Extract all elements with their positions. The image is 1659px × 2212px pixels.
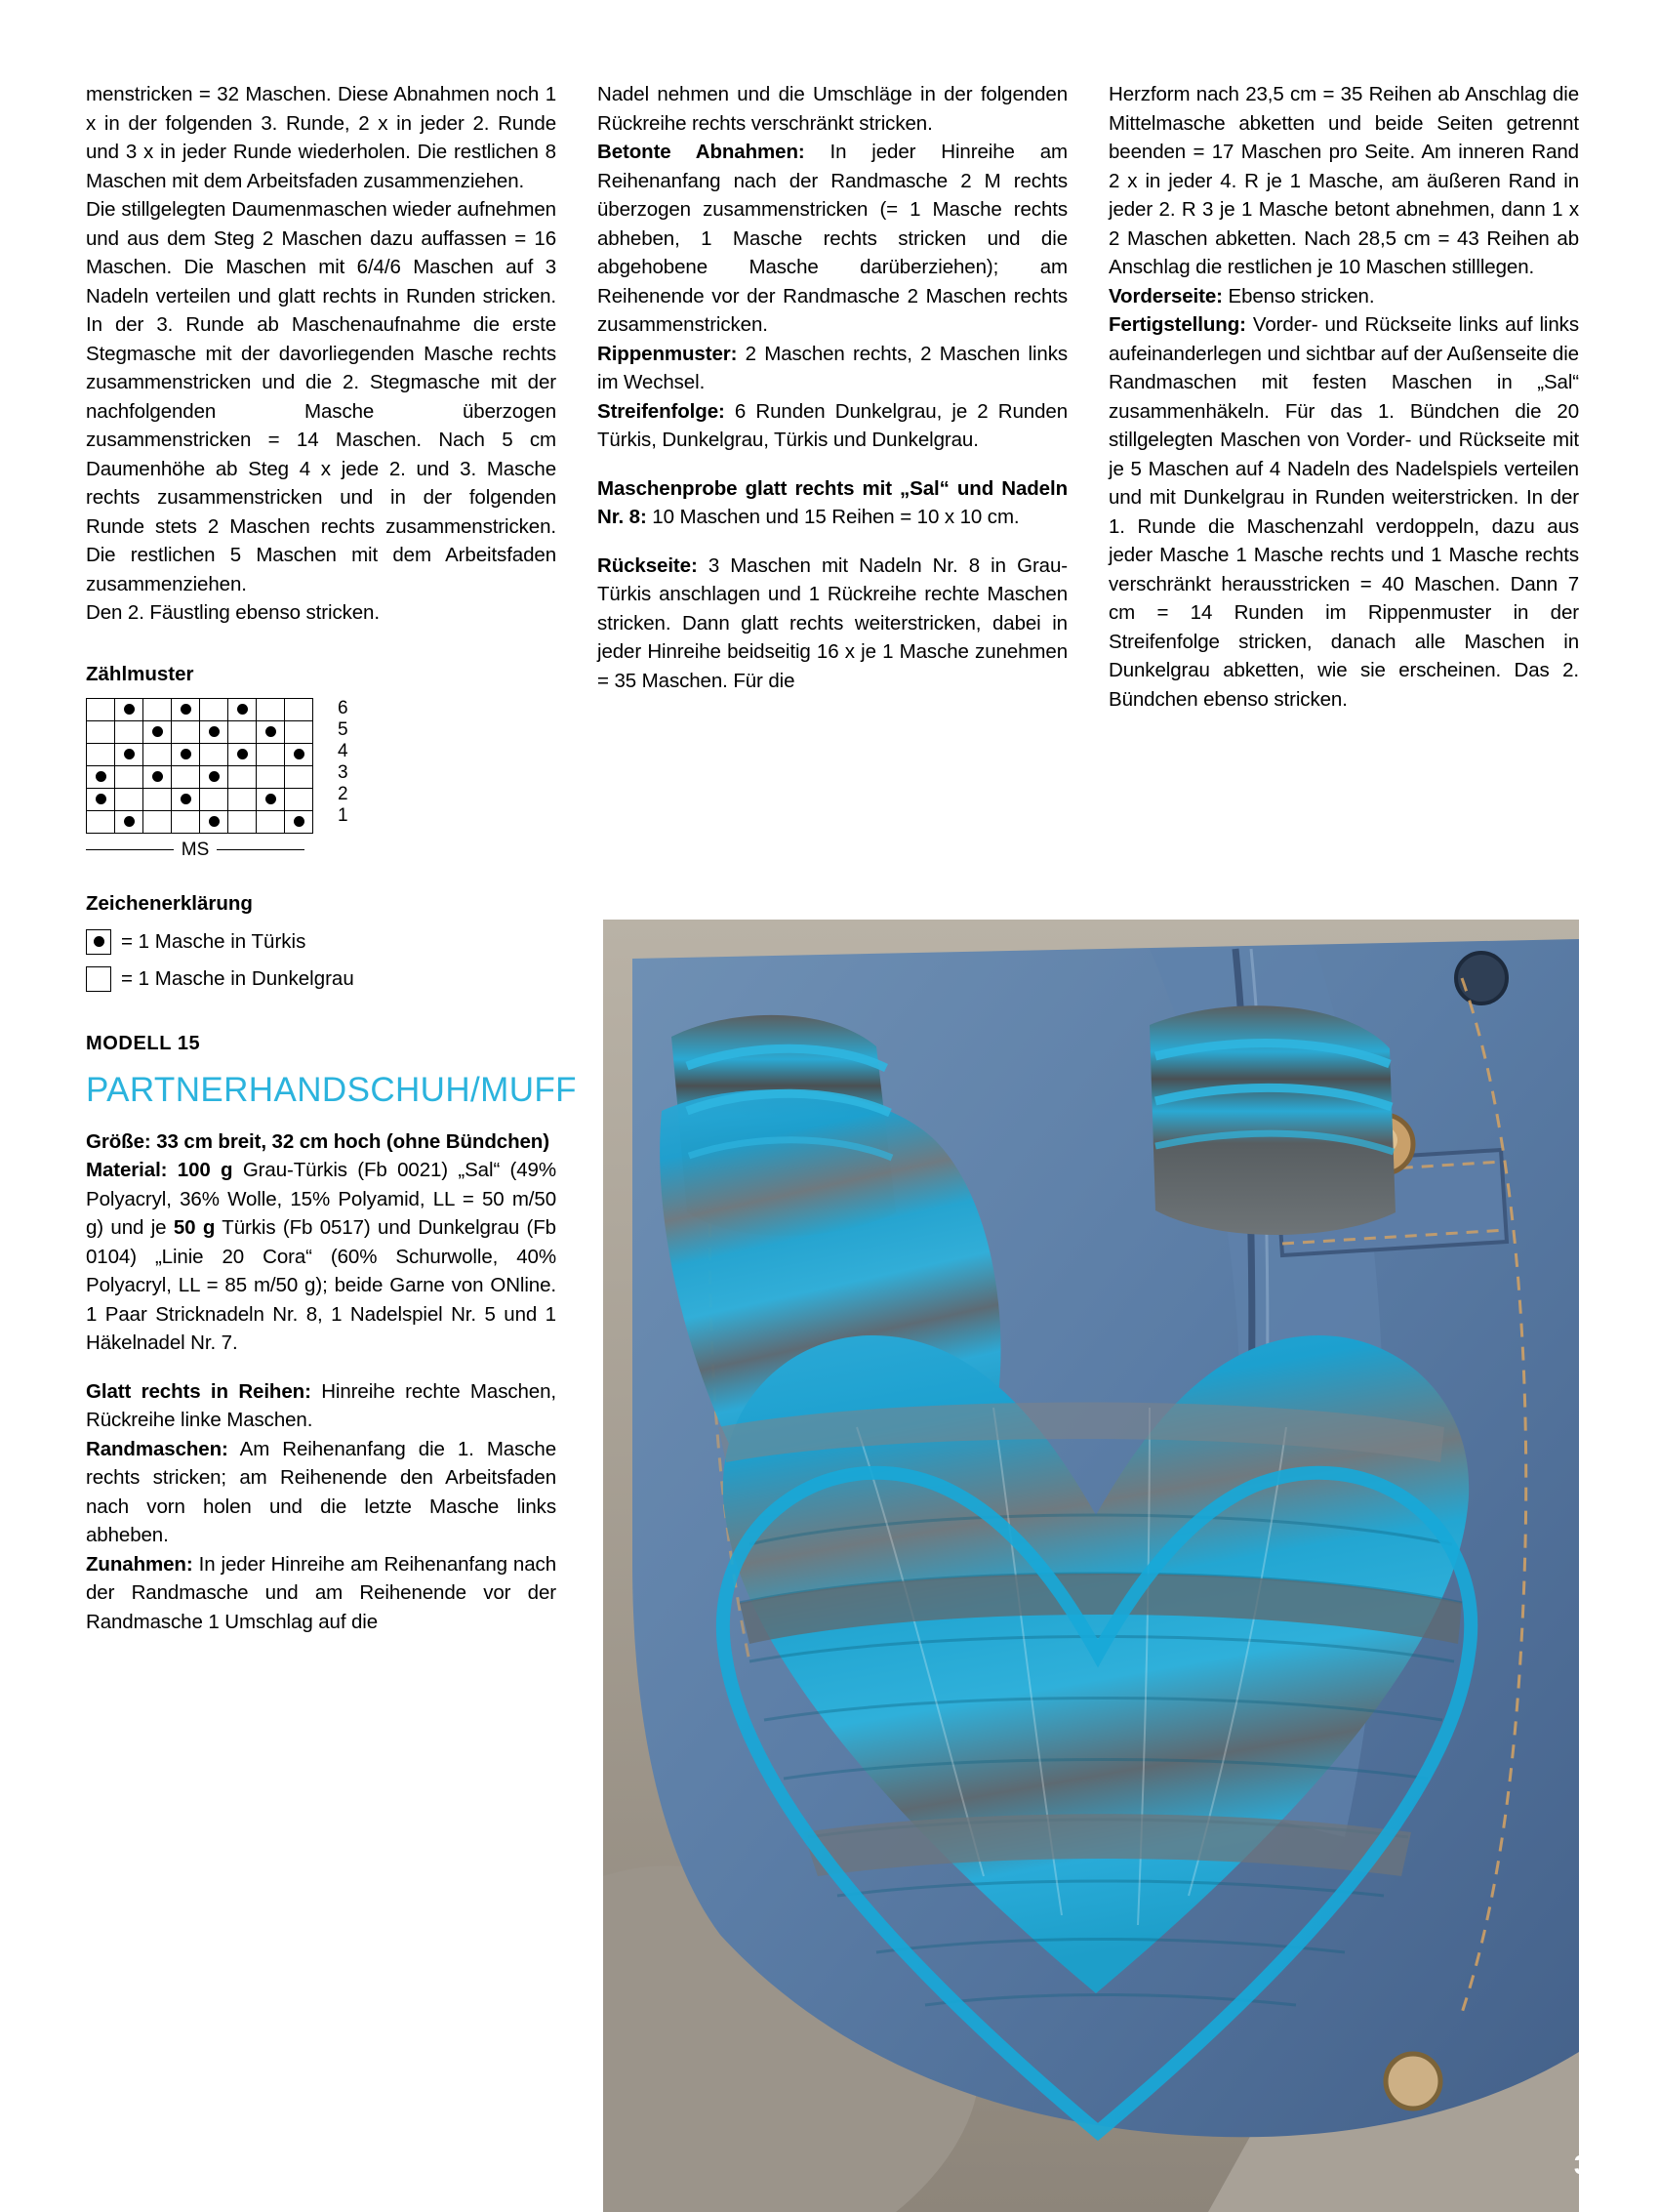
paragraph-lead: Streifenfolge:	[597, 399, 725, 423]
paragraph-lead: Maschenprobe glatt rechts mit „Sal“ und Nadeln Nr. 8:	[597, 476, 1068, 528]
technique-glatt-rechts	[86, 1377, 556, 1435]
chart-cell	[172, 743, 200, 765]
chart-row-number: 2	[338, 783, 348, 804]
chart-row-number: 1	[338, 804, 348, 826]
chart-cell	[143, 788, 172, 810]
chart-cell	[285, 765, 313, 788]
chart-cell	[143, 765, 172, 788]
paragraph-text: Ebenso stricken.	[1222, 284, 1375, 307]
paragraph-rueckseite	[597, 552, 1068, 696]
chart-cell	[228, 810, 257, 833]
legend-heading: Zeichenerklärung	[86, 891, 253, 915]
chart-row	[87, 765, 313, 788]
chart-cell	[285, 698, 313, 720]
chart-cell	[285, 720, 313, 743]
chart-cell	[200, 720, 228, 743]
turquoise-stitch-icon	[124, 749, 135, 759]
chart-cell	[143, 720, 172, 743]
paragraph-maschenprobe	[597, 474, 1068, 532]
paragraph-text: 10 Maschen und 15 Reihen = 10 x 10 cm.	[646, 506, 1020, 528]
chart-repeat-marker	[86, 840, 304, 861]
chart-cell	[172, 788, 200, 810]
model-number-label: MODELL 15	[86, 1032, 201, 1054]
turquoise-stitch-icon	[152, 726, 163, 737]
chart-grid	[86, 698, 313, 834]
chart-cell	[228, 765, 257, 788]
turquoise-stitch-icon	[265, 726, 276, 737]
turquoise-stitch-icon	[294, 816, 304, 827]
turquoise-stitch-icon	[152, 771, 163, 782]
material-lead: Material: 100 g	[86, 1159, 233, 1181]
chart-cell	[285, 788, 313, 810]
technique-zunahmen	[86, 1550, 556, 1637]
legend-dot-icon	[86, 929, 111, 955]
chart-cell	[115, 698, 143, 720]
chart-cell	[172, 720, 200, 743]
chart-cell	[143, 810, 172, 833]
chart-row	[87, 720, 313, 743]
zaehlmuster-chart	[86, 698, 379, 861]
technique-lead: Glatt rechts in Reihen:	[86, 1379, 311, 1403]
paragraph-streifenfolge	[597, 397, 1068, 455]
turquoise-stitch-icon	[181, 794, 191, 804]
chart-cell	[115, 765, 143, 788]
chart-row-number: 4	[338, 740, 348, 761]
paragraph-herzform: Herzform nach 23,5 cm = 35 Reihen ab Anschlag die Mittelmasche abketten und beide Seiten getrennt beenden = 17 Maschen pro Seite. Am inneren Rand 2 x in jeder 4. R je 1 Masche, am äußeren Rand in jeder 2. R 3 je 1 Masche betont abnehmen, dann 1 x 2 Maschen abketten. Nach 28,5 cm = 43 Reihen ab Anschlag die restlichen je 10 Maschen stilllegen.	[1109, 83, 1579, 278]
paragraph: Den 2. Fäustling ebenso stricken.	[86, 601, 380, 624]
chart-row-number: 6	[338, 697, 348, 718]
turquoise-stitch-icon	[237, 749, 248, 759]
marker-line-left	[86, 849, 174, 851]
paragraph-lead: Rückseite:	[597, 553, 698, 577]
paragraph-continuation: Nadel nehmen und die Umschläge in der folgenden Rückreihe rechts verschränkt stricken.	[597, 83, 1068, 135]
chart-cell	[115, 788, 143, 810]
paragraph-text: Vorder- und Rückseite links auf links aufeinanderlegen und sichtbar auf der Außenseite die Randmaschen mit festen Maschen in „Sal“ zusammenhäkeln. Für das 1. Bündchen die 20 stillgelegten Maschen von Vorder- und Rückseite mit je 5 Maschen auf 4 Nadeln des Nadelspiels verteilen und mit Dunkelgrau in Runden weiterstricken. In der 1. Runde die Maschenzahl verdoppeln, dazu aus jeder Masche 1 Masche rechts und 1 Masche rechts verschränkt herausstricken = 40 Maschen. Dann 7 cm = 14 Runden im Rippenmuster in der Streifenfolge stricken, danach alle Maschen in Dunkelgrau abketten, wie sie erscheinen. Das 2. Bündchen ebenso stricken.	[1109, 313, 1579, 711]
spacer	[597, 455, 1068, 474]
technique-lead: Zunahmen:	[86, 1552, 193, 1576]
legend-label: = 1 Masche in Türkis	[121, 929, 306, 953]
turquoise-stitch-icon	[209, 771, 220, 782]
page-title: PARTNERHANDSCHUH/MUFF	[86, 1070, 577, 1109]
chart-row-number: 5	[338, 718, 348, 740]
legend-item-turquoise	[86, 927, 556, 957]
chart-cell	[257, 720, 285, 743]
page-number: 31	[1573, 2150, 1604, 2180]
technique-text: Am Reihenanfang die 1. Masche rechts stricken; am Reihenende den Arbeitsfaden nach vorn holen und die letzte Masche links abheben.	[86, 1437, 556, 1546]
chart-cell	[257, 810, 285, 833]
paragraph-rippenmuster	[597, 340, 1068, 397]
chart-cell	[143, 743, 172, 765]
chart-cell	[172, 698, 200, 720]
chart-cell	[200, 788, 228, 810]
chart-cell	[87, 765, 115, 788]
chart-cell	[228, 788, 257, 810]
chart-row	[87, 788, 313, 810]
size-spec	[86, 1127, 556, 1157]
marker-line-right	[217, 849, 304, 851]
paragraph-lead: Fertigstellung:	[1109, 313, 1246, 336]
paragraph-lead: Vorderseite:	[1109, 284, 1223, 307]
chart-cell	[87, 743, 115, 765]
chart-cell	[172, 765, 200, 788]
turquoise-stitch-icon	[209, 726, 220, 737]
column-left	[86, 80, 577, 1636]
chart-cell	[87, 810, 115, 833]
material-text: Grau-Türkis (Fb 0021) „Sal“ (49% Polyacryl, 36% Wolle, 15% Polyamid, LL = 50 m/50 g) und je 50 g Türkis (Fb 0517) und Dunkelgrau (Fb 0104) „Linie 20 Cora“ (60% Schurwolle, 40% Polyacryl, LL = 85 m/50 g); beide Garne von ONline. 1 Paar Stricknadeln Nr. 8, 1 Nadelspiel Nr. 5 und 1 Häkelnadel Nr. 7.	[86, 1159, 556, 1354]
chart-row-number: 3	[338, 761, 348, 783]
technique-text: Hinreihe rechte Maschen, Rückreihe linke Maschen.	[86, 1379, 556, 1431]
legend-label: = 1 Masche in Dunkelgrau	[121, 966, 354, 990]
chart-cell	[200, 810, 228, 833]
paragraph-betonte-abnahmen	[597, 138, 1068, 340]
technique-lead: Randmaschen:	[86, 1437, 228, 1460]
chart-cell	[115, 810, 143, 833]
paragraph-lead: Rippenmuster:	[597, 342, 738, 365]
paragraph: menstricken = 32 Maschen. Diese Abnahmen noch 1 x in der folgenden 3. Runde, 2 x in jeder 2. Runde und 3 x in jeder Runde wiederholen. Die restlichen 8 Maschen mit dem Arbeitsfaden zusammenziehen.	[86, 83, 556, 192]
turquoise-stitch-icon	[124, 704, 135, 715]
chart-cell	[87, 698, 115, 720]
chart-cell	[200, 743, 228, 765]
chart-cell	[228, 698, 257, 720]
technique-randmaschen	[86, 1435, 556, 1550]
paragraph-fertigstellung	[1109, 310, 1579, 714]
turquoise-stitch-icon	[265, 794, 276, 804]
chart-cell	[228, 720, 257, 743]
turquoise-stitch-icon	[209, 816, 220, 827]
legend-item-darkgrey	[86, 964, 556, 994]
chart-cell	[115, 743, 143, 765]
turquoise-stitch-icon	[237, 704, 248, 715]
chart-row	[87, 743, 313, 765]
chart-row	[87, 810, 313, 833]
paragraph-text: 6 Runden Dunkelgrau, je 2 Runden Türkis, Dunkelgrau, Türkis und Dunkelgrau.	[597, 399, 1068, 451]
technique-text: In jeder Hinreihe am Reihenanfang nach der Randmasche und am Reihenende vor der Randmasche 1 Umschlag auf die	[86, 1552, 556, 1633]
chart-footer-label: MS	[181, 839, 210, 860]
chart-cell	[257, 788, 285, 810]
product-photo	[603, 920, 1579, 2212]
chart-cell	[115, 720, 143, 743]
chart-cell	[285, 743, 313, 765]
chart-cell	[228, 743, 257, 765]
spacer	[86, 1358, 556, 1377]
chart-cell	[143, 698, 172, 720]
chart-cell	[257, 765, 285, 788]
chart-cell	[257, 743, 285, 765]
paragraph-text: In jeder Hinreihe am Reihenanfang nach der Randmasche 2 M rechts überzogen zusammenstricken (= 1 Masche rechts abheben, 1 Masche rechts stricken und die abgehobene Masche darüberziehen); am Reihenende vor der Randmasche 2 Maschen rechts zusammenstricken.	[597, 141, 1068, 336]
chart-heading: Zählmuster	[86, 662, 194, 685]
chart-cell	[87, 788, 115, 810]
paragraph-text: 2 Maschen rechts, 2 Maschen links im Wechsel.	[597, 342, 1068, 393]
chart-cell	[87, 720, 115, 743]
turquoise-stitch-icon	[124, 816, 135, 827]
turquoise-stitch-icon	[96, 794, 106, 804]
spacer	[597, 532, 1068, 552]
legend-empty-icon	[86, 966, 111, 992]
chart-cell	[285, 810, 313, 833]
turquoise-stitch-icon	[294, 749, 304, 759]
paragraph-text: 3 Maschen mit Nadeln Nr. 8 in Grau-Türkis anschlagen und 1 Rückreihe rechte Maschen stricken. Dann glatt rechts weiterstricken, dabei in jeder Hinreihe beidseitig 16 x je 1 Masche zunehmen = 35 Maschen. Für die	[597, 553, 1068, 692]
chart-cell	[200, 765, 228, 788]
chart-cell	[172, 810, 200, 833]
chart-row-numbers	[338, 698, 348, 827]
chart-cell	[200, 698, 228, 720]
material-spec	[86, 1156, 556, 1358]
turquoise-stitch-icon	[96, 771, 106, 782]
size-spec-text: Größe: 33 cm breit, 32 cm hoch (ohne Bündchen)	[86, 1129, 549, 1153]
chart-cell	[257, 698, 285, 720]
paragraph-vorderseite	[1109, 282, 1579, 311]
turquoise-stitch-icon	[181, 704, 191, 715]
paragraph: Die stillgelegten Daumenmaschen wieder aufnehmen und aus dem Steg 2 Maschen dazu auffassen = 16 Maschen. Die Maschen mit 6/4/6 Maschen auf 3 Nadeln verteilen und glatt rechts in Runden stricken. In der 3. Runde ab Maschenaufnahme die erste Stegmasche mit der davorliegenden Masche rechts zusammenstricken und die 2. Stegmasche mit der nachfolgenden Masche überzogen zusammenstricken = 14 Maschen. Nach 5 cm Daumenhöhe ab Steg 4 x jede 2. und 3. Masche rechts zusammenstricken und in der folgenden Runde stets 2 Maschen rechts zusammenstricken. Die restlichen 5 Maschen mit dem Arbeitsfaden zusammenziehen.	[86, 198, 556, 595]
paragraph-lead: Betonte Abnahmen:	[597, 141, 805, 163]
chart-row	[87, 698, 313, 720]
heart-muff-illustration	[603, 920, 1579, 2212]
turquoise-stitch-icon	[181, 749, 191, 759]
